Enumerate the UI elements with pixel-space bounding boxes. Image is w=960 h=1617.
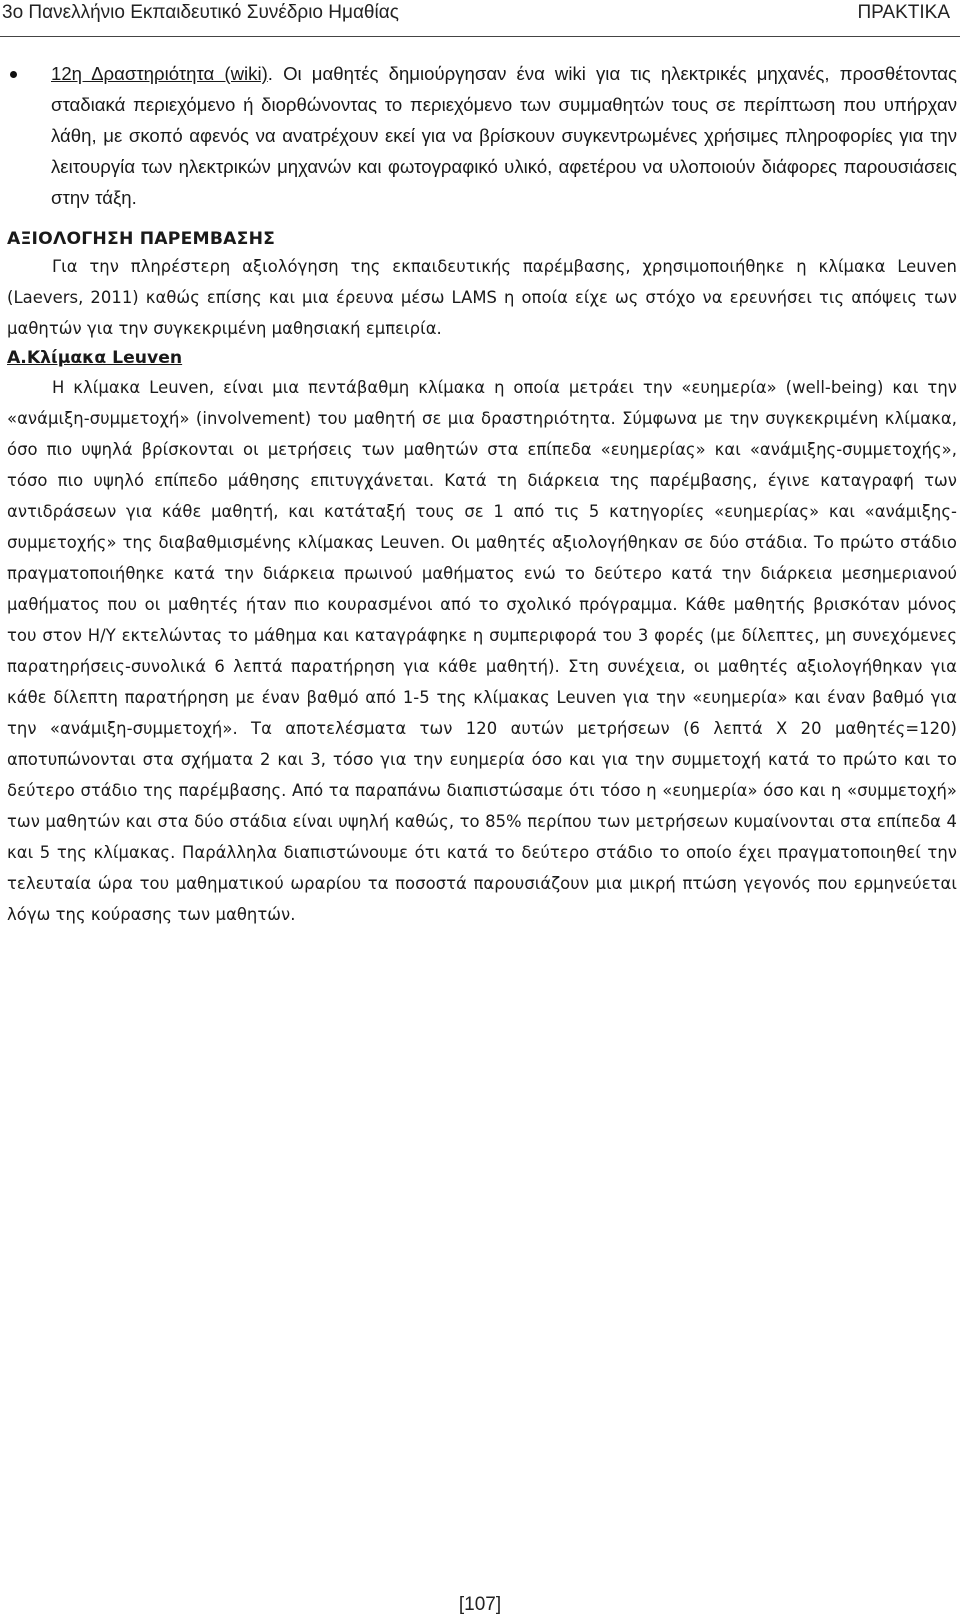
leuven-subheading: Α.Κλίμακα Leuven bbox=[7, 348, 183, 368]
evaluation-intro-paragraph: Για την πληρέστερη αξιολόγηση της εκπαιδευτικής παρέμβασης, χρησιμοποιήθηκε η κλίμακα Leuven (Laevers, 2011) καθώς επίσης και μια έρευνα μέσω LAMS η οποία είχε ως στόχο να ερευνήσει τις απόψεις των μαθητών για την συγκεκριμένη μαθησιακή εμπειρία. bbox=[7, 257, 957, 338]
leuven-body-paragraph: Η κλίμακα Leuven, είναι μια πεντάβαθμη κλίμακα η οποία μετράει την «ευημερία» (well-being) και την «ανάμιξη-συμμετοχή» (involvement) του μαθητή σε μια δραστηριότητα. Σύμφωνα με την συγκεκριμένη κλίμακα, όσο πιο υψηλά βρίσκονται οι μετρήσεις των μαθητών στα επίπεδα «ευημερίας» και «ανάμιξης-συμμετοχής», τόσο πιο υψηλό επίπεδο μάθησης επιτυγχάνεται. Κατά τη διάρκεια της παρέμβασης, έγινε καταγραφή των αντιδράσεων για κάθε μαθητή, και κατάταξή τους σε 1 από τις 5 κατηγορίες «ευημερίας» και «ανάμιξης-συμμετοχής» της διαβαθμισμένης κλίμακας Leuven. Οι μαθητές αξιολογήθηκαν σε δύο στάδια. Το πρώτο στάδιο πραγματοποιήθηκε κατά την διάρκεια πρωινού μαθήματος ενώ το δεύτερο κατά την διάρκεια μεσημεριανού μαθήματος που οι μαθητές ήταν πιο κουρασμένοι από το σχολικό πρόγραμμα. Κάθε μαθητής βρισκόταν μόνος του στον Η/Υ εκτελώντας το μάθημα και καταγράφηκε η συμπεριφορά του 3 φορές (με δίλεπτες, μη συνεχόμενες παρατηρήσεις-συνολικά 6 λεπτά παρατήρηση για κάθε μαθητή). Στη συνέχεια, οι μαθητές αξιολογήθηκαν για κάθε δίλεπτη παρατήρηση με έναν βαθμό από 1-5 της κλίμακας Leuven για την «ευημερία» και έναν βαθμό για την «ανάμιξη-συμμετοχή». Τα αποτελέσματα των 120 αυτών μετρήσεων (6 λεπτά Χ 20 μαθητές=120) αποτυπώνονται στα σχήματα 2 και 3, τόσο για την ευημερία όσο και για την συμμετοχή κατά το πρώτο και το δεύτερο στάδιο της παρέμβασης. Από τα παραπάνω διαπιστώσαμε ότι τόσο η «ευημερία» όσο και η «συμμετοχή» των μαθητών και στα δύο στάδια είναι υψηλή καθώς, το 85% περίπου των μετρήσεων κυμαίνονται στα επίπεδα 4 και 5 της κλίμακας. Παράλληλα διαπιστώνουμε ότι κατά το δεύτερο στάδιο το οποίο έχει πραγματοποιηθεί την τελευταία ώρα του μαθηματικού ωραρίου τα ποσοστά παρουσιάζουν μια μικρή πτώση γεγονός που ερμηνεύεται λόγω της κούρασης των μαθητών. bbox=[7, 378, 957, 924]
page-number: [107] bbox=[458, 1594, 502, 1615]
page-content bbox=[7, 58, 957, 930]
page-header bbox=[0, 0, 960, 37]
activity-title: 12η Δραστηριότητα (wiki) bbox=[51, 63, 268, 84]
activity-bullet-item bbox=[7, 58, 957, 213]
evaluation-heading: ΑΞΙΟΛΟΓΗΣΗ ΠΑΡΕΜΒΑΣΗΣ bbox=[7, 229, 276, 249]
activity-description: . Οι μαθητές δημιούργησαν ένα wiki για τις ηλεκτρικές μηχανές, προσθέτοντας σταδιακά περιεχόμενο ή διορθώνοντας το περιεχόμενο των συμμαθητών τους σε περίπτωση που υπήρχαν λάθη, με σκοπό αφενός να ανατρέχουν εκεί για να βρίσκουν συγκεντρωμένες χρήσιμες πληροφορίες για την λειτουργία των ηλεκτρικών μηχανών και φωτογραφικό υλικό, αφετέρου να υλοποιούν διάφορες παρουσιάσεις στην τάξη. bbox=[51, 63, 957, 208]
conference-title: 3ο Πανελλήνιο Εκπαιδευτικό Συνέδριο Ημαθίας bbox=[2, 2, 399, 23]
bullet-icon bbox=[10, 71, 17, 78]
proceedings-label: ΠΡΑΚΤΙΚΑ bbox=[857, 2, 950, 23]
